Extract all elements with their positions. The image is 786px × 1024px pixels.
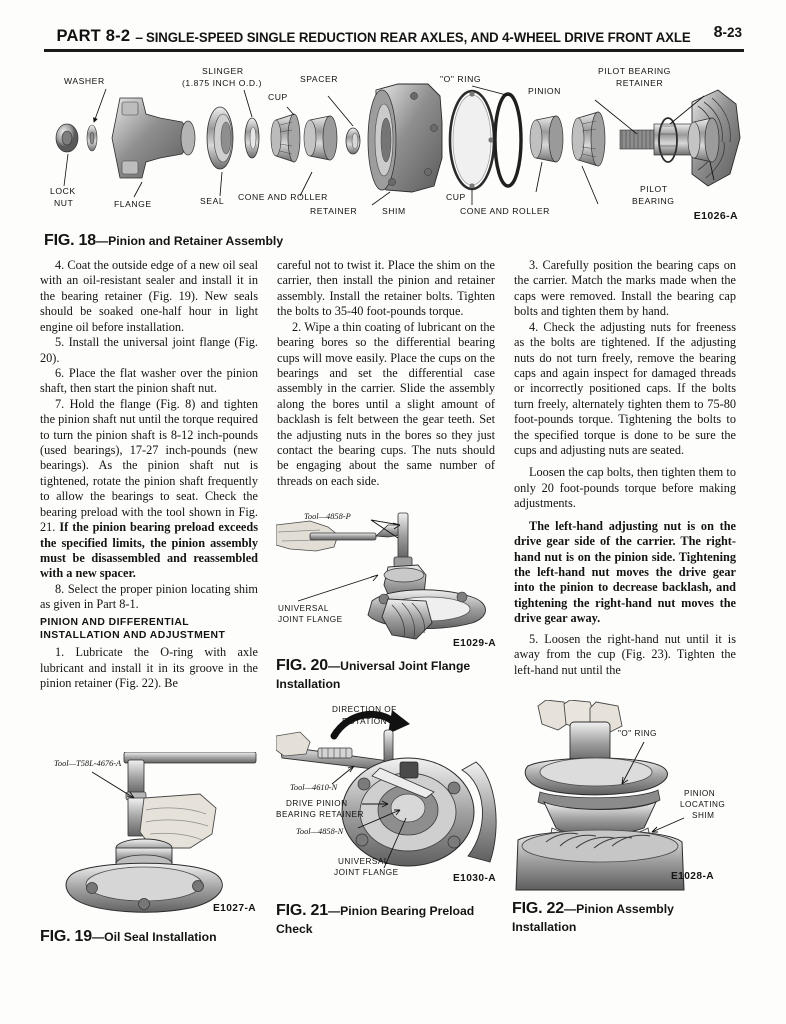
figure-18-exploded-view — [42, 62, 748, 222]
figure-22-caption — [512, 900, 740, 936]
figure-22-shim-label-3: SHIM — [692, 811, 715, 820]
col1-step-6: 6. Place the flat washer over the pinion shaft, then start the pinion shaft nut. — [40, 365, 258, 396]
header-rule — [44, 49, 744, 52]
figure-20-flange-label-2: JOINT FLANGE — [278, 615, 343, 624]
figure-21-tool-4610-label: Tool—4610-N — [290, 783, 338, 792]
figure-21-tool-4858-label: Tool—4858-N — [296, 827, 344, 836]
body-column-3 — [514, 258, 736, 678]
col1-subhead-line-1: PINION AND DIFFERENTIAL — [40, 616, 190, 628]
fig18-label-pbr-l1: PILOT BEARING — [598, 66, 671, 76]
figure-19-caption — [40, 928, 260, 946]
col1-step-4: 4. Coat the outside edge of a new oil seal with an oil-resistant sealer and install it in the bearing retainer (Fig. 19). New seals should be soaked one-half hour in light engine oil before installation. — [40, 258, 258, 334]
page-number-minor: -23 — [722, 25, 742, 40]
col1-step-7 — [40, 397, 258, 582]
fig18-label-flange: FLANGE — [114, 199, 152, 209]
figure-22-shim-label-1: PINION — [684, 789, 716, 798]
fig18-label-pilot-l1: PILOT — [640, 184, 668, 194]
figure-19-caption-text: —Oil Seal Installation — [91, 930, 217, 944]
col2-continuation: careful not to twist it. Place the shim on the carrier, then install the pinion and retainer assembly. Install the retainer bolts. Tighten the bolts to 35-40 foot-pounds torque. — [277, 258, 495, 319]
figure-18-code: E1026-A — [693, 210, 738, 222]
page-number-major: 8 — [713, 24, 723, 41]
fig18-label-retainer: RETAINER — [310, 206, 358, 214]
col3-paragraph-adjusting-nuts-text: The left-hand adjusting nut is on the drive gear side of the carrier. The right-hand nut is on the pinion side. Tightening the left-hand nut moves the drive gear into the pinion to decrease backlash, and tightening the right-hand nut moves the drive gear away. — [514, 518, 736, 626]
body-column-1 — [40, 258, 258, 691]
fig18-label-spacer: SPACER — [300, 74, 339, 84]
figure-21-flange-label-2: JOINT FLANGE — [334, 868, 399, 877]
col3-step-5: 5. Loosen the right-hand nut until it is away from the cup (Fig. 23). Tighten the left-hand nut until the — [514, 631, 736, 677]
figure-21-direction-label-1: DIRECTION OF — [332, 705, 397, 714]
figure-21-code: E1030-A — [452, 873, 496, 884]
figure-19-caption-number: FIG. 19 — [40, 928, 92, 945]
figure-21-caption — [276, 902, 498, 938]
fig18-label-washer: WASHER — [64, 76, 105, 86]
fig18-label-pinion: PINION — [528, 86, 561, 96]
figure-21-direction-label-2: ROTATION — [342, 717, 388, 726]
figure-22-code: E1028-A — [670, 871, 714, 882]
col1-step-7-emphasis: If the pinion bearing preload exceeds the specified limits, the pinion assembly must be disassembled and reassembled with a new spacer. — [40, 520, 259, 581]
figure-20-illustration — [276, 505, 498, 649]
fig18-label-cup-top: CUP — [268, 92, 288, 102]
col1-step-5: 5. Install the universal joint flange (Fig. 20). — [40, 335, 258, 365]
figure-18-caption — [44, 232, 283, 250]
figure-21-caption-text: —Pinion Bearing Preload — [327, 904, 475, 918]
col1-step-1: 1. Lubricate the O-ring with axle lubricant and install it in its groove in the pinion retainer (Fig. 22). Be — [40, 645, 258, 691]
fig18-label-slinger-l1: SLINGER — [202, 66, 244, 76]
fig18-label-locknut-l2: NUT — [54, 198, 74, 208]
figure-18-caption-text: —Pinion and Retainer Assembly — [95, 234, 284, 248]
figure-19-code: E1027-A — [212, 903, 256, 914]
fig18-label-cone-right: CONE AND ROLLER — [460, 206, 550, 214]
figure-21-caption-number: FIG. 21 — [276, 902, 328, 919]
col3-step-4: 4. Check the adjusting nuts for freeness as the bolts are tightened. If the adjusting nuts do not turn freely, remove the bearing caps and again inspect for damaged threads or incorrectly positioned caps. If the bolts turn freely, alternately tighten them to 75-80 foot-pounds torque. Tightening the bolts to the specified torque is done to be sure the cups and adjusting nuts are seated. — [514, 319, 736, 458]
page-header — [44, 20, 744, 46]
figure-21-illustration — [276, 700, 498, 896]
figure-22-caption-text-2: Installation — [512, 919, 577, 934]
header-part-number: PART 8-2 — [56, 27, 131, 45]
figure-22-caption-number: FIG. 22 — [512, 900, 564, 917]
figure-19-tool-label: Tool—T58L-4676-A — [54, 759, 122, 768]
col2-step-2: 2. Wipe a thin coating of lubricant on the bearing bores so the differential bearing cups will move easily. Place the cups on the bearings and set the differential case assembly in the carrier. Slide the assembly along the bores until a slight amount of backlash is felt between the gear teeth. Set the adjusting nuts in the bores so they just contact the bearing cups. The nuts should be engaging about the same number of threads on each side. — [277, 319, 495, 488]
col1-step-7-text: 7. Hold the flange (Fig. 8) and tighten the pinion shaft nut until the torque required to turn the pinion shaft is 8-12 inch-pounds (used bearings), 17-27 inch-pounds (new bearings). As the pinion shaft nut is tightened, rotate the pinion shaft frequently to allow the bearings to seat. Check the bearing preload with the tool shown in Fig. 21. — [40, 396, 258, 535]
figure-22 — [512, 700, 740, 936]
figure-21 — [276, 700, 498, 938]
figure-20-caption-text: —Universal Joint Flange — [327, 659, 471, 673]
figure-18-caption-number: FIG. 18 — [44, 232, 96, 249]
header-title: SINGLE-SPEED SINGLE REDUCTION REAR AXLES, AND 4-WHEEL DRIVE FRONT AXLE — [146, 30, 691, 46]
figure-19-illustration — [40, 752, 260, 924]
fig18-label-pbr-l2: RETAINER — [616, 78, 664, 88]
figure-20-code: E1029-A — [452, 638, 496, 649]
fig18-label-o-ring: "O" RING — [440, 74, 482, 84]
figure-22-o-ring-label: "O" RING — [618, 729, 657, 738]
col3-paragraph-loosen: Loosen the cap bolts, then tighten them to only 20 foot-pounds torque before making adjustments. — [514, 465, 736, 511]
figure-21-caption-text-2: Check — [276, 921, 313, 936]
figure-20 — [276, 505, 498, 693]
figure-21-retainer-label-1: DRIVE PINION — [286, 799, 348, 808]
fig18-label-pilot-l2: BEARING — [632, 196, 675, 206]
body-column-2 — [277, 258, 495, 489]
figure-20-tool-label: Tool—4858-P — [304, 512, 351, 521]
figure-18-callouts — [42, 62, 748, 214]
figure-20-flange-label-1: UNIVERSAL — [278, 604, 329, 613]
header-dash: – — [135, 29, 143, 45]
fig18-label-shim: SHIM — [382, 206, 406, 214]
fig18-label-locknut-l1: LOCK — [50, 186, 76, 196]
fig18-label-seal: SEAL — [200, 196, 225, 206]
figure-20-caption-number: FIG. 20 — [276, 657, 328, 674]
figure-21-flange-label-1: UNIVERSAL — [338, 857, 389, 866]
figure-22-caption-text: —Pinion Assembly — [563, 902, 674, 916]
fig18-label-cone-left: CONE AND ROLLER — [238, 192, 328, 202]
figure-19 — [40, 752, 260, 946]
figure-20-caption-text-2: Installation — [276, 676, 341, 691]
fig18-label-slinger-l2: (1.875 INCH O.D.) — [182, 78, 263, 88]
col1-subhead-line-2: INSTALLATION AND ADJUSTMENT — [40, 630, 226, 642]
col3-step-3: 3. Carefully position the bearing caps on the carrier. Match the marks made when the caps were removed. Install the bearing cap bolts and tighten them by hand. — [514, 258, 736, 319]
figure-21-retainer-label-2: BEARING RETAINER — [276, 810, 364, 819]
col1-step-8: 8. Select the proper pinion locating shim as given in Part 8-1. — [40, 581, 258, 612]
figure-22-shim-label-2: LOCATING — [680, 800, 726, 809]
figure-20-caption — [276, 657, 498, 693]
col3-paragraph-adjusting-nuts — [514, 519, 736, 627]
figure-22-illustration — [512, 700, 740, 896]
fig18-label-cup-bottom: CUP — [446, 192, 466, 202]
